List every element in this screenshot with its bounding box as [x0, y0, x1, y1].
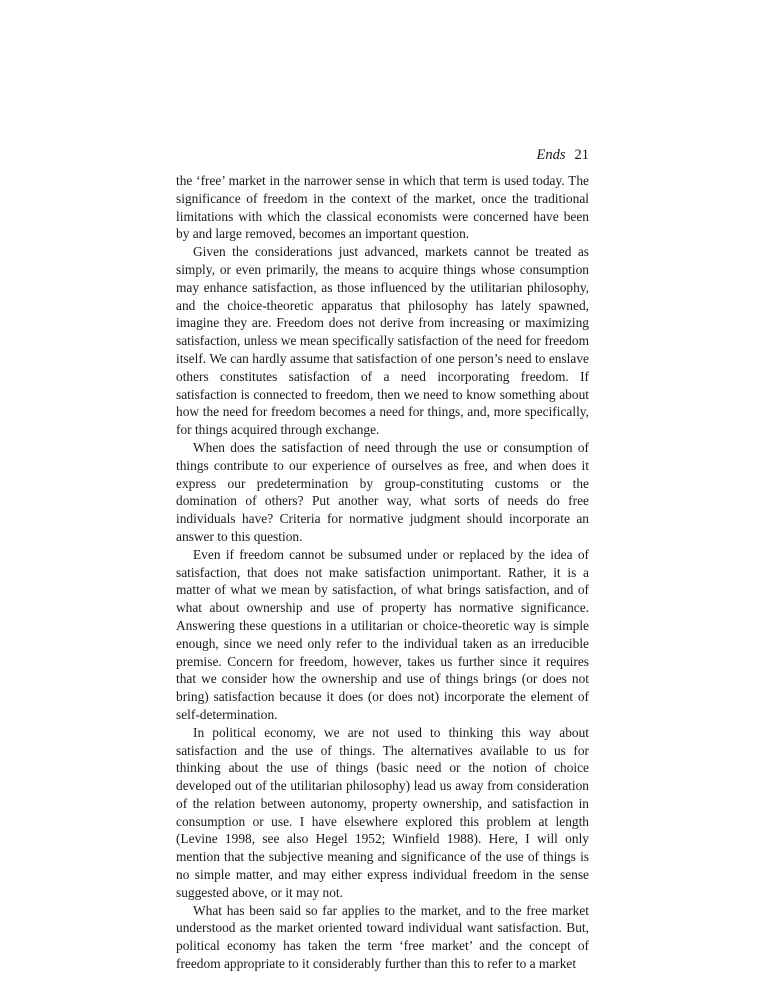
- paragraph: What has been said so far applies to the market, and to the free market understood as the market oriented toward individual want satisfaction. But, political economy has taken the term ‘free market’ and the concept of freedom appropriate to it considerably further than this to refer to a market: [176, 902, 589, 972]
- paragraph-continued: the ‘free’ market in the narrower sense in which that term is used today. The significance of freedom in the context of the market, once the traditional limitations with which the classical economists were concerned have been by and large removed, becomes an important question.: [176, 173, 589, 242]
- body-text: [176, 172, 589, 973]
- running-head-title: Ends: [536, 147, 566, 163]
- paragraph: When does the satisfaction of need through the use or consumption of things contribute to our experience of ourselves as free, and when does it express our predetermination by group-constituting customs or the domination of others? Put another way, what sorts of needs do free individuals have? Criteria for normative judgment should incorporate an answer to this question.: [176, 439, 589, 544]
- paragraph: In political economy, we are not used to thinking this way about satisfaction and the use of things. The alternatives available to us for thinking about the use of things (basic need or the notion of choice developed out of the utilitarian philosophy) lead us away from consideration of the relation between autonomy, property ownership, and satisfaction in consumption or use. I have elsewhere explored this problem at length (Levine 1998, see also Hegel 1952; Winfield 1988). Here, I will only mention that the subjective meaning and significance of the use of things is no simple matter, and may either express individual freedom in the sense suggested above, or it may not.: [176, 724, 589, 900]
- paragraph: Even if freedom cannot be subsumed under or replaced by the idea of satisfaction, that does not make satisfaction unimportant. Rather, it is a matter of what we mean by satisfaction, of what brings satisfaction, and of what about ownership and use of property has normative significance. Answering these questions in a utilitarian or choice-theoretic way is simple enough, since we need only refer to the individual taken as an irreducible premise. Concern for freedom, however, takes us further since it requires that we consider how the ownership and use of things brings (or does not bring) satisfaction because it does (or does not) incorporate the element of self-determination.: [176, 546, 589, 722]
- page-number: 21: [574, 147, 589, 163]
- paragraph: Given the considerations just advanced, markets cannot be treated as simply, or even primarily, the means to acquire things whose consumption may enhance satisfaction, as those influenced by the utilitarian philosophy, and the choice-theoretic apparatus that philosophy has lately spawned, imagine they are. Freedom does not derive from increasing or maximizing satisfaction, unless we mean specifically satisfaction of the need for freedom itself. We can hardly assume that satisfaction of one person’s need to enslave others constitutes satisfaction of a need incorporating freedom. If satisfaction is connected to freedom, then we need to know something about how the need for freedom becomes a need for things, and, more specifically, for things acquired through exchange.: [176, 244, 589, 438]
- running-head: [176, 146, 589, 164]
